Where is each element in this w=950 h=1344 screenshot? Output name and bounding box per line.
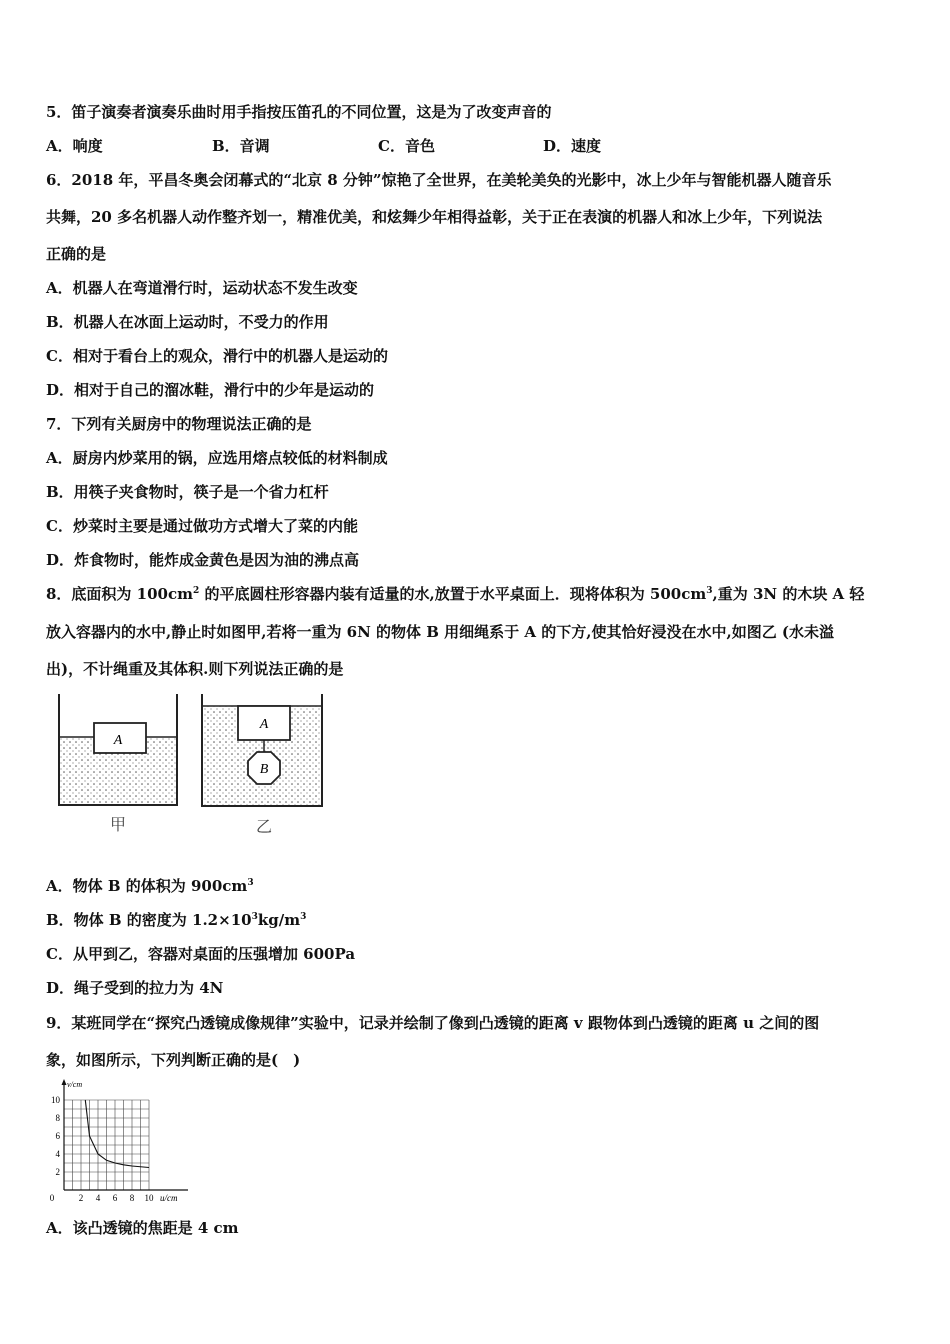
q9-stem-line-1: 9．某班同学在“探究凸透镜成像规律”实验中，记录并绘制了像到凸透镜的距离 v 跟物体到凸透镜的距离 u 之间的图 — [46, 1014, 820, 1032]
q6-option-c: C．相对于看台上的观众，滑行中的机器人是运动的 — [46, 347, 388, 365]
container-yi — [202, 694, 322, 806]
y-axis-arrow — [62, 1079, 67, 1085]
q6-option-a: A．机器人在弯道滑行时，运动状态不发生改变 — [46, 279, 358, 297]
block-a-label-yi: A — [259, 717, 269, 732]
q8-option-b-exp-1: 3 — [251, 912, 258, 922]
y-axis-label: v/cm — [67, 1080, 83, 1089]
x-axis-label: u/cm — [160, 1193, 178, 1203]
q8-exp-1: 2 — [192, 586, 200, 596]
q5-option-c: C．音色 — [378, 137, 435, 155]
caption-jia: 甲 — [109, 815, 127, 834]
x-tick-label: 10 — [144, 1193, 154, 1203]
q7-option-c: C．炒菜时主要是通过做功方式增大了菜的内能 — [46, 517, 358, 535]
q5-option-d: D．速度 — [543, 137, 602, 155]
q8-option-b-text: B．物体 B 的密度为 1.2×10 — [46, 911, 252, 929]
x-tick-label: 8 — [129, 1193, 135, 1203]
x-tick-label: 6 — [112, 1193, 118, 1203]
q8-option-d: D．绳子受到的拉力为 4N — [46, 979, 224, 997]
q8-option-a — [46, 876, 254, 896]
q8-option-b — [46, 910, 306, 930]
q9-stem-line-2: 象，如图所示，下列判断正确的是( ) — [46, 1051, 301, 1069]
object-b-label: B — [259, 762, 269, 777]
q8-option-a-exp: 3 — [247, 878, 254, 888]
q7-option-b: B．用筷子夹食物时，筷子是一个省力杠杆 — [46, 483, 329, 501]
y-tick-label: 8 — [55, 1113, 60, 1123]
series-line — [85, 1100, 149, 1168]
q8-option-a-text: A．物体 B 的体积为 900cm — [46, 877, 248, 895]
q6-option-b: B．机器人在冰面上运动时，不受力的作用 — [46, 313, 329, 331]
q8-stem-part-2: 的平底圆柱形容器内装有适量的水,放置于水平桌面上．现将体积为 500cm — [199, 585, 707, 603]
caption-yi: 乙 — [255, 817, 273, 836]
q8-option-c: C．从甲到乙，容器对桌面的压强增加 600Pa — [46, 945, 356, 963]
q7-stem: 7．下列有关厨房中的物理说法正确的是 — [46, 415, 312, 433]
x-tick-label: 4 — [95, 1193, 101, 1203]
q6-stem-line-3: 正确的是 — [46, 245, 107, 263]
q6-option-d: D．相对于自己的溜冰鞋，滑行中的少年是运动的 — [46, 381, 375, 399]
q8-stem-line-2: 放入容器内的水中,静止时如图甲,若将一重为 6N 的物体 B 用细绳系于 A 的下方,使其恰好浸没在水中,如图乙 (水未溢 — [46, 623, 835, 641]
q5-option-a: A．响度 — [46, 137, 103, 155]
x-tick-label: 2 — [78, 1193, 84, 1203]
q8-option-b-unit: kg/m — [257, 911, 301, 929]
q9-graph — [46, 1078, 196, 1204]
y-tick-label: 4 — [55, 1149, 60, 1159]
q6-stem-line-2: 共舞，20 多名机器人动作整齐划一，精准优美，和炫舞少年相得益彰，关于正在表演的机器人和冰上少年，下列说法 — [46, 208, 823, 226]
q9-option-a: A．该凸透镜的焦距是 4 cm — [46, 1219, 239, 1237]
block-a-label-jia: A — [113, 733, 123, 748]
q8-figure — [50, 692, 340, 840]
q8-stem-line-1 — [46, 584, 864, 604]
container-jia — [59, 694, 177, 805]
q8-option-b-exp-2: 3 — [300, 912, 307, 922]
q7-option-d: D．炸食物时，能炸成金黄色是因为油的沸点高 — [46, 551, 360, 569]
y-tick-label: 6 — [55, 1131, 60, 1141]
q6-stem-line-1: 6．2018 年，平昌冬奥会闭幕式的“北京 8 分钟”惊艳了全世界，在美轮美奂的光影中，冰上少年与智能机器人随音乐 — [46, 171, 832, 189]
q8-exp-2: 3 — [706, 586, 713, 596]
q5-stem: 5．笛子演奏者演奏乐曲时用手指按压笛孔的不同位置，这是为了改变声音的 — [46, 103, 552, 121]
x-tick-label: 0 — [49, 1193, 55, 1203]
q5-option-b: B．音调 — [212, 137, 270, 155]
q8-stem-part-1: 8．底面积为 100cm — [46, 585, 193, 603]
q8-stem-line-3: 出)，不计绳重及其体积.则下列说法正确的是 — [46, 660, 344, 678]
q7-option-a: A．厨房内炒菜用的锅，应选用熔点较低的材料制成 — [46, 449, 388, 467]
y-tick-label: 2 — [55, 1167, 60, 1177]
y-tick-label: 10 — [51, 1095, 60, 1105]
q8-stem-part-3: ,重为 3N 的木块 A 轻 — [712, 585, 865, 603]
